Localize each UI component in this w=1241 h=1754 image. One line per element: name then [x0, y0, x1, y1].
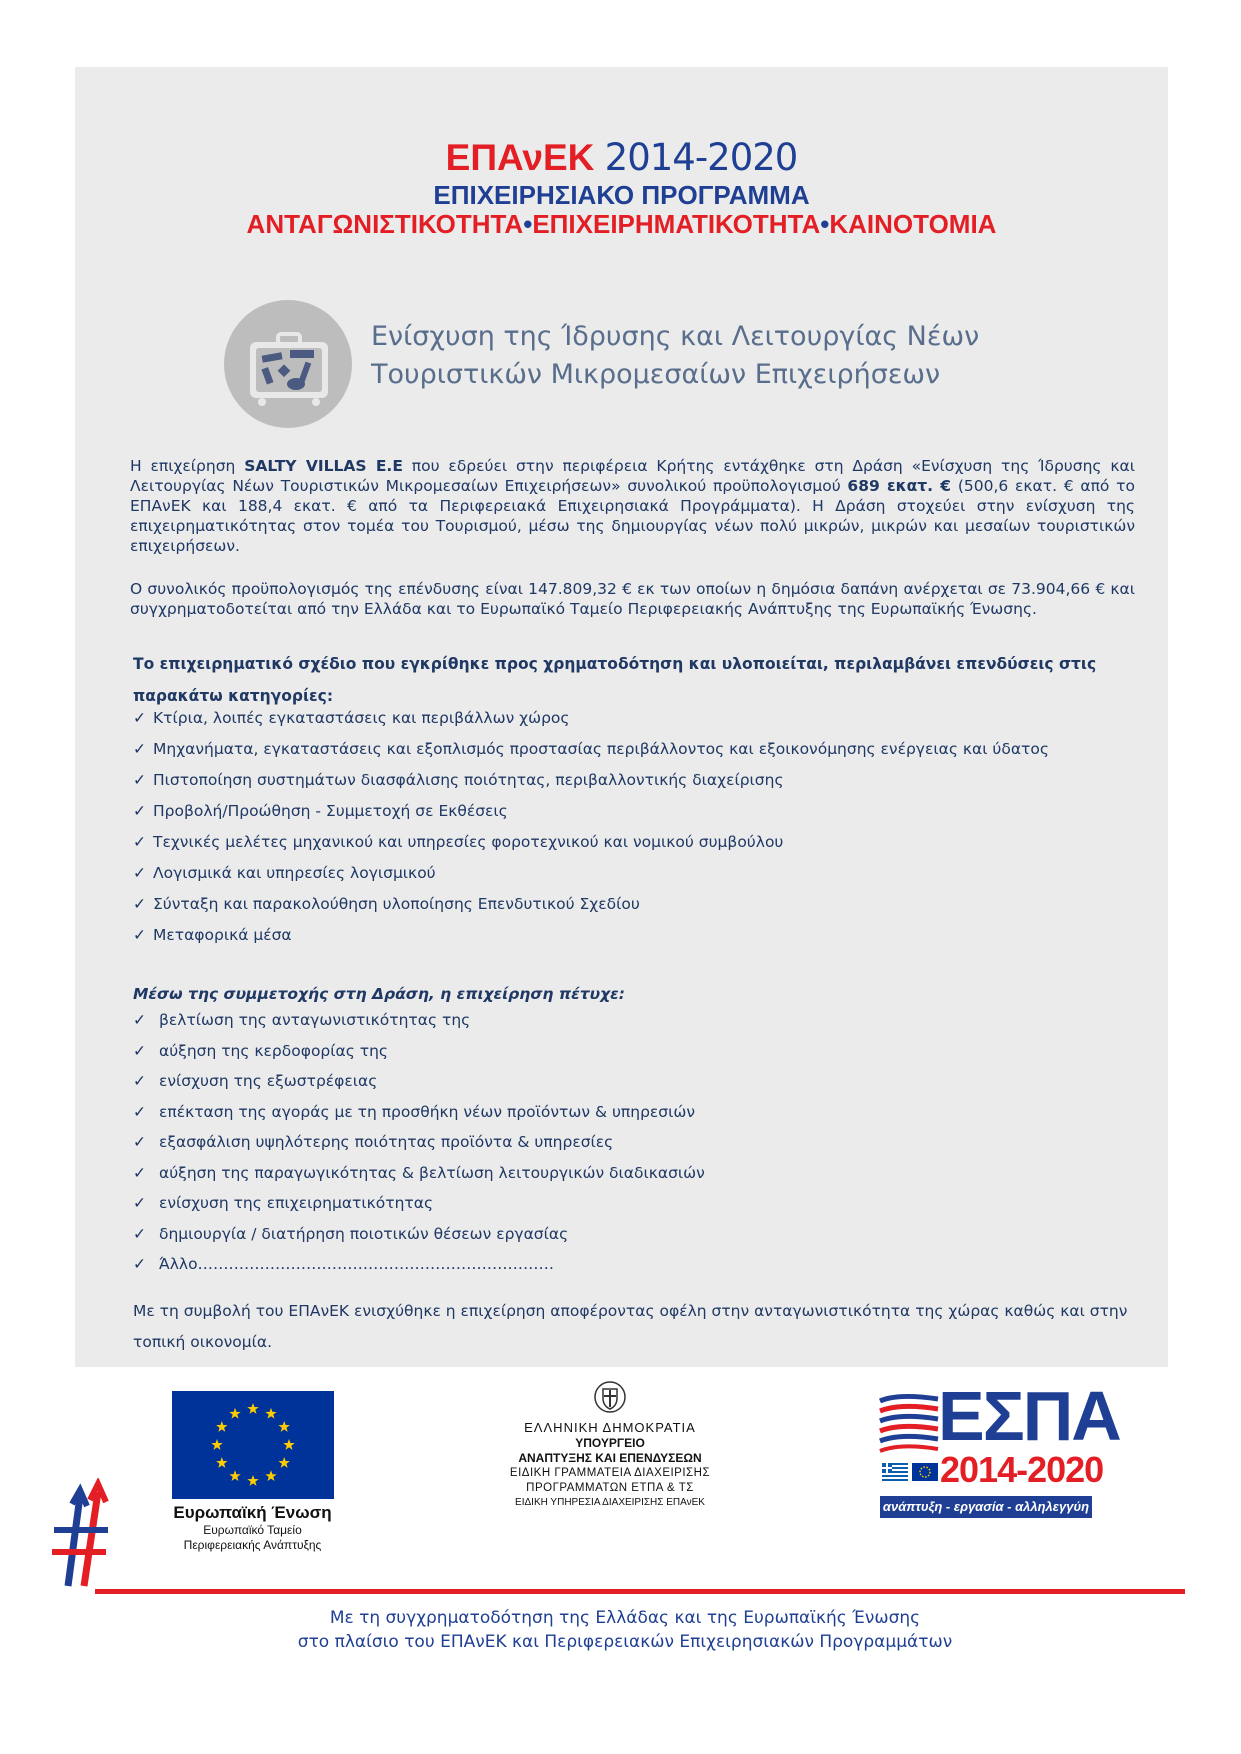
check-icon: ✓: [133, 1133, 146, 1151]
footer-text: [180, 1606, 1070, 1654]
investment-paragraph: [130, 579, 1135, 619]
check-icon: ✓: [133, 1194, 146, 1212]
action-title-line1: Ενίσχυση της Ίδρυσης και Λειτουργίας Νέων: [371, 321, 980, 352]
eu-title: Ευρωπαϊκή Ένωση: [173, 1503, 332, 1522]
plan-heading: Το επιχειρηματικό σχέδιο που εγκρίθηκε προς χρηματοδότηση και υλοποιείται, περιλαμβάνει επενδύσεις στις παρακάτω κατηγορίες:: [133, 655, 1097, 705]
list-item-text: αύξηση της παραγωγικότητας & βελτίωση λειτουργικών διαδικασιών: [159, 1163, 705, 1182]
eu-star-icon: [278, 1457, 289, 1468]
theme-separator: •: [820, 209, 830, 239]
public-expenditure: 73.904,66: [1011, 580, 1091, 598]
ministry-line6: ΕΙΔΙΚΗ ΥΠΗΡΕΣΙΑ ΔΙΑΧΕΙΡΙΣΗΣ ΕΠΑνΕΚ: [515, 1497, 705, 1508]
list-item-text: Προβολή/Προώθηση - Συμμετοχή σε Εκθέσεις: [153, 802, 508, 820]
hashtag-arrow-logo-icon: [50, 1478, 112, 1588]
list-item: [133, 1249, 705, 1280]
list-item-text: Μεταφορικά μέσα: [153, 926, 292, 944]
footer-line2: στο πλαίσιο του ΕΠΑνΕΚ και Περιφερειακών Επιχειρησιακών Προγραμμάτων: [297, 1632, 953, 1652]
results-list: [133, 1005, 705, 1280]
closing-paragraph: Με τη συμβολή του ΕΠΑνΕΚ ενισχύθηκε η επιχείρηση αποφέροντας οφέλη στην ανταγωνιστικότητα της χώρας καθώς και στην τοπική οικονομία.: [133, 1302, 1128, 1351]
theme-separator: •: [523, 209, 533, 239]
list-item: [133, 1097, 705, 1128]
list-item-text: Μηχανήματα, εγκαταστάσεις και εξοπλισμός προστασίας περιβάλλοντος και εξοικονόμησης ενέργειας και ύδατος: [153, 740, 1049, 758]
results-heading: Μέσω της συμμετοχής στη Δράση, η επιχείρηση πέτυχε:: [133, 985, 625, 1003]
ministry-logo: [440, 1378, 780, 1510]
ministry-line1: ΕΛΛΗΝΙΚΗ ΔΗΜΟΚΡΑΤΙΑ: [524, 1420, 696, 1435]
list-item-text: Κτίρια, λοιπές εγκαταστάσεις και περιβάλλων χώρος: [153, 709, 570, 727]
list-item-text: Λογισμικά και υπηρεσίες λογισμικού: [153, 864, 436, 882]
eu-star-icon: [247, 1475, 258, 1486]
programme-logo-title: [75, 136, 1168, 180]
theme-innovation: ΚΑΙΝΟΤΟΜΙΑ: [829, 209, 997, 239]
check-icon: ✓: [133, 1011, 146, 1029]
eu-star-icon: [247, 1403, 258, 1414]
check-icon: ✓: [133, 895, 146, 913]
programme-subtitle: ΕΠΙΧΕΙΡΗΣΙΑΚΟ ΠΡΟΓΡΑΜΜΑ: [433, 180, 810, 210]
eu-star-icon: [216, 1457, 227, 1468]
list-item-text: ενίσχυση της εξωστρέφειας: [159, 1072, 378, 1090]
list-item: [133, 827, 1049, 858]
footer-divider: [95, 1589, 1185, 1594]
check-icon: ✓: [133, 709, 146, 727]
eu-star-icon: [278, 1421, 289, 1432]
list-item: [133, 1036, 705, 1067]
list-item: [133, 1219, 705, 1250]
list-item: [133, 1127, 705, 1158]
list-item: [133, 889, 1049, 920]
eu-star-icon: [216, 1421, 227, 1432]
hellenic-emblem-icon: [592, 1378, 628, 1416]
list-item: [133, 734, 1049, 765]
list-item: [133, 765, 1049, 796]
greek-eu-flags-icon: [882, 1463, 938, 1483]
ministry-line2: ΥΠΟΥΡΓΕΙΟ: [575, 1436, 645, 1450]
check-icon: ✓: [133, 1072, 146, 1090]
list-item: [133, 1158, 705, 1189]
brand-name: ΕΠΑνΕΚ: [445, 137, 595, 178]
list-item-text: Σύνταξη και παρακολούθηση υλοποίησης Επενδυτικού Σχεδίου: [153, 895, 640, 913]
eu-star-icon: [211, 1439, 222, 1450]
text-fragment: € και συγχρηματοδοτείται από την Ελλάδα και το Ευρωπαϊκό Ταμείο Περιφερειακής Ανάπτυξης της Ευρωπαϊκής Ένωσης.: [130, 580, 1135, 618]
total-budget: 147.809,32: [528, 580, 617, 598]
espa-stripes-icon: [878, 1393, 940, 1461]
list-item: [133, 1188, 705, 1219]
check-icon: ✓: [133, 1163, 146, 1182]
list-item-text: βελτίωση της ανταγωνιστικότητας της: [159, 1011, 471, 1029]
ministry-line5: ΠΡΟΓΡΑΜΜΑΤΩΝ ΕΤΠΑ & ΤΣ: [526, 1482, 694, 1494]
text-fragment: € εκ των οποίων η δημόσια δαπάνη ανέρχεται σε: [616, 580, 1012, 598]
list-item-text: εξασφάλιση υψηλότερης ποιότητας προϊόντα & υπηρεσίες: [159, 1133, 614, 1151]
list-item-text: αύξηση της κερδοφορίας της: [159, 1041, 389, 1060]
theme-competitiveness: ΑΝΤΑΓΩΝΙΣΤΙΚΟΤΗΤΑ: [246, 209, 524, 239]
list-item: [133, 858, 1049, 889]
programme-themes: [75, 209, 1168, 239]
list-item: [133, 1066, 705, 1097]
action-title: [371, 318, 1091, 394]
eu-flag-logo: [172, 1391, 334, 1499]
check-icon: ✓: [133, 1102, 146, 1121]
footer-line1: Με τη συγχρηματοδότηση της Ελλάδας και της Ευρωπαϊκής Ένωσης: [329, 1608, 921, 1628]
check-icon: ✓: [133, 1041, 146, 1060]
check-icon: ✓: [133, 1255, 146, 1273]
check-icon: ✓: [133, 864, 146, 882]
company-name: SALTY VILLAS E.E: [244, 457, 403, 475]
text-fragment: (500,6 εκατ. € από το ΕΠΑνΕΚ και 188,4 εκατ. € από τα Περιφερειακά Επιχειρησιακά Προγράμματα). Η Δράση στοχεύει στην ενίσχυση της επιχειρηματικότητας στον τομέα του Τουρισμού, μέσω της δημιουργίας νέων πολύ μικρών, μικρών και μεσαίων τουριστικών επιχειρήσεων.: [130, 477, 1135, 555]
list-item: [133, 920, 1049, 951]
eu-star-icon: [283, 1439, 294, 1450]
check-icon: ✓: [133, 833, 146, 851]
theme-entrepreneurship: ΕΠΙΧΕΙΡΗΜΑΤΙΚΟΤΗΤΑ: [532, 209, 821, 239]
check-icon: ✓: [133, 926, 146, 944]
investment-categories-list: [133, 703, 1049, 951]
list-item: [133, 1005, 705, 1036]
list-item-text: επέκταση της αγοράς με τη προσθήκη νέων προϊόντων & υπηρεσιών: [159, 1102, 695, 1121]
eu-fund-line1: Ευρωπαϊκό Ταμείο: [203, 1523, 302, 1537]
eu-star-icon: [229, 1408, 240, 1419]
list-item-text: δημιουργία / διατήρηση ποιοτικών θέσεων εργασίας: [159, 1224, 569, 1243]
text-fragment: Η επιχείρηση: [130, 457, 245, 475]
eu-star-icon: [229, 1470, 240, 1481]
espa-word: ΕΣΠΑ: [938, 1377, 1120, 1455]
list-item-text: Πιστοποίηση συστημάτων διασφάλισης ποιότητας, περιβαλλοντικής διαχείρισης: [153, 771, 784, 789]
list-item: [133, 796, 1049, 827]
check-icon: ✓: [133, 1224, 146, 1243]
eu-logo-caption: [150, 1503, 355, 1553]
list-item-text: ενίσχυση της επιχειρηματικότητας: [159, 1194, 434, 1212]
list-item-text: Άλλο……………………………………………………………: [159, 1255, 555, 1273]
company-paragraph: [130, 456, 1135, 556]
ministry-line4: ΕΙΔΙΚΗ ΓΡΑΜΜΑΤΕΙΑ ΔΙΑΧΕΙΡΙΣΗΣ: [509, 1467, 711, 1479]
suitcase-icon: [224, 300, 352, 428]
action-title-line2: Τουριστικών Μικρομεσαίων Επιχειρήσεων: [371, 359, 941, 390]
brand-years: 2014-2020: [604, 136, 798, 179]
list-item: [133, 703, 1049, 734]
eu-fund-line2: Περιφερειακής Ανάπτυξης: [183, 1538, 322, 1552]
check-icon: ✓: [133, 740, 146, 758]
check-icon: ✓: [133, 802, 146, 820]
eu-star-icon: [265, 1408, 276, 1419]
espa-slogan: ανάπτυξη - εργασία - αλληλεγγύη: [880, 1496, 1092, 1518]
check-icon: ✓: [133, 771, 146, 789]
text-fragment: που εδρεύει στην περιφέρεια Κρήτης εντάχθηκε στη Δράση «Ενίσχυση της Ίδρυσης και Λειτουργίας Νέων Τουριστικών Μικρομεσαίων Επιχειρήσεων» συνολικού προϋπολογισμού: [130, 457, 1135, 495]
ministry-line3: ΑΝΑΠΤΥΞΗΣ ΚΑΙ ΕΠΕΝΔΥΣΕΩΝ: [518, 1451, 702, 1465]
espa-years: 2014-2020: [940, 1449, 1104, 1490]
text-fragment: Ο συνολικός προϋπολογισμός της επένδυσης είναι: [130, 580, 529, 598]
action-budget: 689 εκατ. €: [847, 477, 952, 495]
eu-star-icon: [265, 1470, 276, 1481]
list-item-text: Τεχνικές μελέτες μηχανικού και υπηρεσίες φοροτεχνικού και νομικού συμβούλου: [153, 833, 784, 851]
